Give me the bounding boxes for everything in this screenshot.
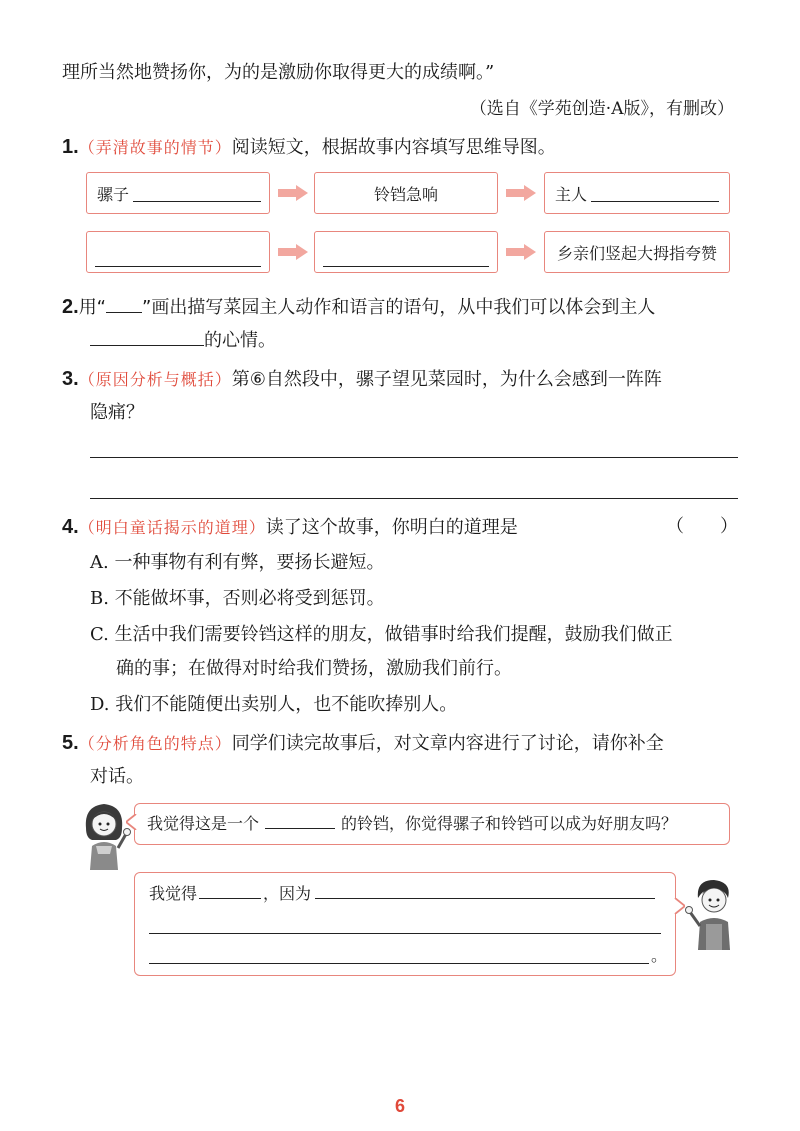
mindmap-box-1-label: 骡子 xyxy=(97,184,130,204)
mindmap-blank-4[interactable] xyxy=(95,249,261,267)
question-1-tag: （弄清故事的情节） xyxy=(78,138,232,157)
arrow-right-icon xyxy=(278,244,308,260)
question-2-text-c: 的心情。 xyxy=(204,330,276,351)
option-c-text: 生活中我们需要铃铛这样的朋友，做错事时给我们提醒，鼓励我们做正 xyxy=(114,624,673,645)
question-4-tag: （明白童话揭示的道理） xyxy=(78,518,266,537)
boy-answer-line-2[interactable] xyxy=(149,933,661,934)
mindmap-box-5 xyxy=(314,231,498,273)
mindmap-box-6 xyxy=(544,231,730,273)
question-5-tag: （分析角色的特点） xyxy=(78,734,232,753)
option-b[interactable] xyxy=(90,586,385,612)
option-c-letter: C. xyxy=(90,624,109,645)
question-3-number: 3. xyxy=(62,368,79,390)
question-2-blank[interactable] xyxy=(90,328,204,346)
passage-source: （选自《学苑创造·A版》，有删改） xyxy=(469,99,734,119)
girl-avatar xyxy=(76,798,132,870)
boy-avatar xyxy=(684,874,740,950)
question-4-number: 4. xyxy=(62,516,79,538)
option-a[interactable] xyxy=(90,550,384,576)
boy-speech-text-a: 我觉得 xyxy=(149,884,198,903)
boy-speech-blank-1[interactable] xyxy=(199,881,261,899)
mindmap-blank-1[interactable] xyxy=(133,184,261,202)
question-3-text: 第⑥自然段中，骡子望见菜园时，为什么会感到一阵阵 xyxy=(231,369,662,390)
question-5 xyxy=(62,730,664,757)
boy-answer-line-3[interactable] xyxy=(149,963,649,964)
boy-speech-end: 。 xyxy=(651,946,668,965)
arrow-right-icon xyxy=(278,185,308,201)
bubble-tail-left xyxy=(126,814,138,830)
girl-speech-blank[interactable] xyxy=(265,811,335,829)
option-c-line-2: 确的事；在做得对时给我们赞扬，激励我们前行。 xyxy=(116,658,512,679)
option-b-letter: B. xyxy=(90,588,109,609)
mindmap-box-6-label: 乡亲们竖起大拇指夸赞 xyxy=(556,243,717,263)
option-b-text: 不能做坏事，否则必将受到惩罚。 xyxy=(114,588,385,609)
girl-speech-bubble xyxy=(134,803,730,845)
passage-last-line: 理所当然地赞扬你，为的是激励你取得更大的成绩啊。” xyxy=(62,62,495,83)
girl-speech-text-b: 的铃铛，你觉得骡子和铃铛可以成为好朋友吗？ xyxy=(341,814,678,833)
question-3 xyxy=(62,366,662,393)
question-1-text: 阅读短文，根据故事内容填写思维导图。 xyxy=(231,137,556,158)
mindmap-blank-5[interactable] xyxy=(323,249,489,267)
question-2-number: 2. xyxy=(62,296,79,318)
boy-speech-text-b: ，因为 xyxy=(263,884,312,903)
option-a-text: 一种事物有利有弊，要扬长避短。 xyxy=(114,552,385,573)
boy-speech-blank-2[interactable] xyxy=(315,881,655,899)
question-5-line-2: 对话。 xyxy=(90,766,144,787)
question-2 xyxy=(62,294,655,321)
answer-line-1[interactable] xyxy=(90,457,738,458)
question-5-number: 5. xyxy=(62,732,79,754)
option-a-letter: A. xyxy=(90,552,109,573)
boy-speech-bubble xyxy=(134,872,676,976)
option-d-letter: D. xyxy=(90,694,110,715)
question-2-text-a: 用“ xyxy=(78,297,107,318)
answer-line-2[interactable] xyxy=(90,498,738,499)
underline-sample xyxy=(106,295,142,313)
question-5-text: 同学们读完故事后，对文章内容进行了讨论，请你补全 xyxy=(231,733,664,754)
option-d-text: 我们不能随便出卖别人，也不能吹捧别人。 xyxy=(115,694,458,715)
girl-speech-text-a: 我觉得这是一个 xyxy=(147,814,260,833)
question-1 xyxy=(62,134,556,161)
option-d[interactable] xyxy=(90,692,457,718)
page-number: 6 xyxy=(394,1096,405,1116)
mindmap-box-2-label: 铃铛急响 xyxy=(373,184,438,204)
question-3-tag: （原因分析与概括） xyxy=(78,370,232,389)
option-c[interactable] xyxy=(90,622,673,648)
mindmap-box-3 xyxy=(544,172,730,214)
answer-parentheses[interactable]: （ ） xyxy=(666,516,738,537)
question-1-number: 1. xyxy=(62,136,79,158)
question-4 xyxy=(62,514,518,541)
mindmap-box-2 xyxy=(314,172,498,214)
girl-speech-text xyxy=(147,811,677,837)
mindmap-box-1 xyxy=(86,172,270,214)
question-2-line-2 xyxy=(90,328,276,354)
mindmap-blank-3[interactable] xyxy=(591,184,719,202)
mindmap-box-4 xyxy=(86,231,270,273)
boy-speech-line-1 xyxy=(149,881,655,907)
question-4-text: 读了这个故事，你明白的道理是 xyxy=(265,517,518,538)
question-2-text-b: ”画出描写菜园主人动作和语言的语句，从中我们可以体会到主人 xyxy=(142,297,656,318)
arrow-right-icon xyxy=(506,244,536,260)
question-3-line-2: 隐痛？ xyxy=(90,402,144,423)
mindmap-box-3-label: 主人 xyxy=(555,184,588,204)
arrow-right-icon xyxy=(506,185,536,201)
